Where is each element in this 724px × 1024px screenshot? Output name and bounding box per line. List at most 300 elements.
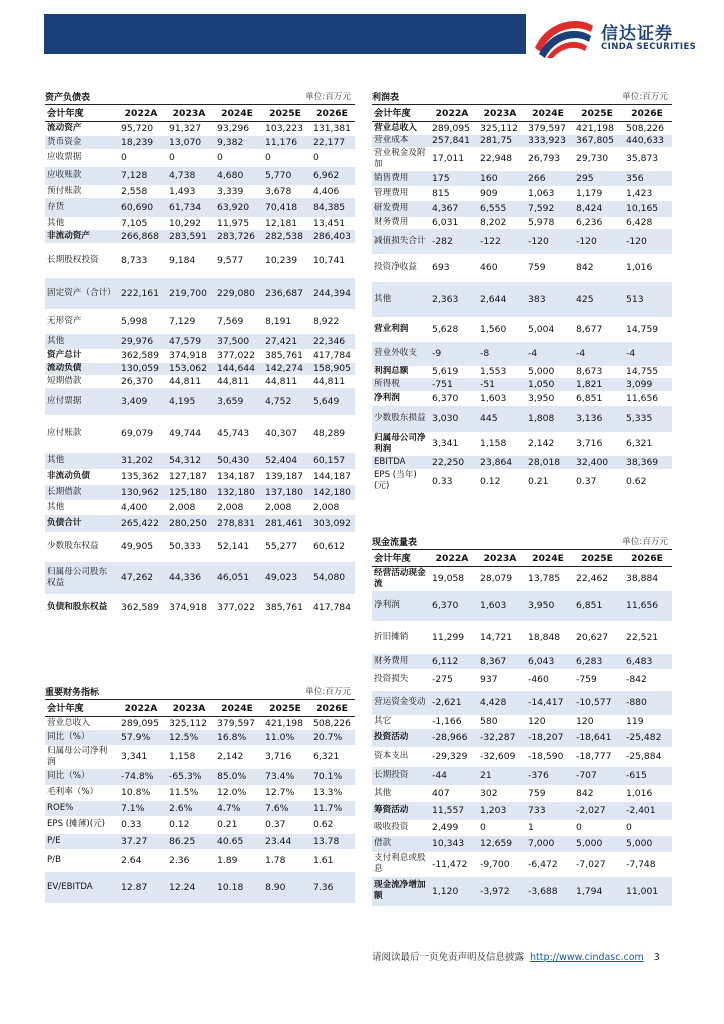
balance-value-cell: 377,022 (217, 350, 255, 361)
income-row (372, 432, 672, 456)
income-value-cell: 6,851 (576, 392, 603, 404)
balance-value-cell: 45,743 (217, 428, 250, 439)
income-value-cell: 8,673 (576, 366, 603, 377)
ratios-value-cell: 0.12 (169, 819, 190, 830)
balance-header-cell: 会计年度 (45, 105, 117, 122)
balance-value-cell: 280,250 (165, 515, 213, 532)
ratios-value-cell: 23.44 (261, 834, 309, 849)
cashflow-value-cell: 22,521 (626, 631, 659, 643)
income-value-cell: 38,369 (622, 456, 672, 469)
cashflow-value-cell: 6,112 (428, 654, 476, 669)
cashflow-value-cell: 119 (626, 716, 644, 727)
cashflow-value-cell: 20,627 (576, 631, 609, 643)
income-value-cell: 367,805 (572, 135, 622, 147)
ratios-row (45, 849, 355, 872)
balance-title: 资产负债表 (45, 93, 91, 103)
cashflow-value-cell: 0 (626, 822, 632, 833)
balance-value-cell: 9,184 (169, 254, 196, 266)
ratios-value-cell: 57.9% (117, 730, 165, 745)
balance-value-cell: 144,187 (313, 471, 351, 482)
cashflow-value-cell: -44 (428, 767, 476, 785)
cashflow-value-cell: 12,659 (476, 836, 524, 852)
ratios-value-cell: 2.64 (121, 854, 142, 866)
ratios-value-cell: 421,198 (265, 717, 303, 729)
income-value-cell: 1,553 (480, 366, 507, 377)
balance-row-label: 长期借款 (45, 485, 117, 500)
income-value-cell: 508,226 (626, 122, 664, 134)
balance-row (45, 136, 355, 149)
balance-row-label: 少数股东权益 (47, 541, 99, 551)
cashflow-value-cell: 6,283 (572, 654, 622, 669)
income-value-cell: 8,202 (480, 217, 507, 228)
ratios-value-cell: 7.1% (117, 801, 165, 816)
cashflow-value-cell: -7,748 (626, 858, 656, 870)
income-value-cell: 3,716 (576, 438, 603, 449)
balance-row (45, 388, 355, 415)
balance-value-cell: 0 (313, 152, 319, 163)
ratios-value-cell: 4.7% (213, 801, 261, 816)
income-value-cell: 175 (428, 171, 476, 186)
ratios-row-label: 营业总收入 (47, 717, 90, 728)
cashflow-value-cell: 21 (476, 767, 524, 785)
ratios-row (45, 769, 355, 785)
cashflow-row (372, 852, 672, 877)
income-value-cell: -120 (622, 229, 672, 254)
balance-value-cell: 4,400 (121, 501, 148, 513)
cashflow-value-cell: 120 (576, 716, 594, 727)
income-value-cell: -120 (572, 229, 622, 254)
balance-value-cell: 236,687 (261, 278, 309, 309)
balance-row (45, 532, 355, 562)
balance-value-cell: 49,744 (169, 428, 202, 439)
income-value-cell: 281,75 (476, 135, 524, 147)
income-row-label: 营业外收支 (372, 342, 428, 366)
balance-value-cell: 9,577 (217, 254, 244, 266)
cashflow-value-cell: 1 (528, 822, 534, 833)
cashflow-value-cell: 1,603 (476, 591, 524, 621)
balance-value-cell: 91,327 (169, 123, 202, 135)
income-value-cell: 3,030 (428, 406, 476, 432)
balance-value-cell: 132,180 (213, 485, 261, 500)
income-statement-panel (372, 88, 672, 494)
cashflow-value-cell: -615 (622, 767, 672, 785)
ratios-row (45, 834, 355, 849)
cinda-logo (533, 14, 713, 58)
balance-row (45, 453, 355, 469)
cashflow-row-label: 长期投资 (372, 767, 428, 785)
balance-value-cell: 3,678 (265, 185, 292, 197)
income-value-cell: 160 (476, 171, 524, 186)
ratios-value-cell: -74.8% (117, 769, 165, 785)
cashflow-value-cell: -29,329 (432, 751, 468, 762)
balance-value-cell: 144,644 (213, 363, 261, 375)
cashflow-row (372, 785, 672, 802)
income-row-label: EPS (当年)(元) (374, 470, 417, 491)
balance-value-cell: 11,176 (261, 136, 309, 149)
balance-row-label: 其他 (47, 217, 65, 228)
balance-row (45, 243, 355, 278)
balance-value-cell: 377,022 (217, 602, 255, 613)
cashflow-value-cell: -275 (432, 674, 453, 685)
balance-value-cell: 22,177 (309, 136, 355, 149)
balance-value-cell: 60,157 (309, 453, 355, 469)
cashflow-value-cell: -6,472 (528, 858, 558, 870)
cashflow-row (372, 591, 672, 621)
balance-row-label: 其他 (45, 453, 117, 469)
income-value-cell: 440,633 (622, 135, 672, 147)
cashflow-value-cell: 5,000 (572, 836, 622, 852)
balance-row (45, 562, 355, 594)
income-header-cell: 2024E (524, 105, 572, 122)
income-value-cell: 5,628 (432, 323, 459, 335)
balance-value-cell: 139,187 (265, 471, 303, 482)
income-value-cell: 1,016 (626, 262, 653, 273)
income-row-label: 研发费用 (372, 201, 428, 217)
balance-header-cell: 2026E (309, 105, 355, 122)
balance-value-cell: 2,008 (265, 501, 292, 513)
balance-value-cell: 60,612 (313, 541, 346, 552)
income-value-cell: -9 (428, 342, 476, 366)
income-value-cell: 421,198 (576, 122, 614, 134)
income-value-cell: 2,142 (528, 438, 555, 449)
cashflow-value-cell: -18,207 (524, 729, 572, 747)
ratios-value-cell: 2.6% (165, 801, 213, 816)
income-value-cell: 14,759 (626, 323, 659, 335)
cashflow-value-cell: 4,428 (476, 691, 524, 715)
balance-value-cell: 158,905 (309, 363, 355, 375)
balance-row-label: 长期股权投资 (47, 254, 99, 265)
income-row (372, 186, 672, 201)
cashflow-header-cell: 2026E (622, 550, 672, 567)
balance-value-cell: 13,451 (313, 217, 346, 229)
balance-value-cell: 5,998 (121, 315, 148, 327)
cashflow-value-cell: 11,001 (622, 877, 672, 906)
balance-value-cell: 44,811 (265, 375, 298, 387)
cashflow-row-label: 吸收投资 (374, 822, 409, 832)
income-value-cell: 10,165 (622, 201, 672, 217)
income-value-cell: 35,873 (626, 153, 659, 164)
cashflow-value-cell: 14,721 (480, 631, 513, 643)
balance-value-cell: 7,569 (217, 315, 244, 327)
balance-value-cell: 417,784 (313, 602, 351, 613)
cashflow-value-cell: -2,027 (572, 802, 622, 820)
income-row (372, 366, 672, 378)
balance-value-cell: 134,187 (217, 471, 255, 482)
balance-value-cell: 13,070 (165, 136, 213, 149)
income-row-label: 利润总额 (374, 366, 409, 376)
income-value-cell: -282 (428, 229, 476, 254)
cashflow-value-cell: 733 (524, 802, 572, 820)
cashflow-row-label: 投资活动 (372, 729, 428, 747)
ratios-value-cell: 7.36 (309, 872, 355, 903)
income-value-cell: 325,112 (480, 122, 518, 134)
income-value-cell: 1,423 (626, 187, 653, 199)
cashflow-row (372, 669, 672, 691)
income-value-cell: 295 (572, 171, 622, 186)
balance-row-label: 固定资产（合计） (45, 278, 117, 309)
balance-row (45, 185, 355, 198)
income-value-cell: 6,370 (432, 392, 459, 404)
ratios-value-cell: 12.87 (117, 872, 165, 903)
ratios-value-cell: 1.89 (217, 854, 238, 866)
income-value-cell: 842 (576, 262, 594, 273)
cashflow-value-cell: 120 (528, 716, 546, 727)
balance-value-cell: 54,080 (309, 562, 355, 594)
ratios-value-cell: 1.78 (265, 854, 286, 866)
income-value-cell: 8,424 (572, 201, 622, 217)
income-row (372, 282, 672, 317)
cashflow-row-label: 其他 (374, 787, 392, 798)
cashflow-row-label: 借款 (372, 836, 428, 852)
income-value-cell: 0.21 (528, 475, 549, 487)
income-value-cell: -122 (476, 229, 524, 254)
cashflow-value-cell: -10,577 (572, 691, 622, 715)
cashflow-value-cell: 580 (480, 716, 498, 727)
income-value-cell: 7,592 (524, 201, 572, 217)
cashflow-value-cell: 759 (528, 787, 546, 799)
cashflow-value-cell: 2,499 (432, 822, 459, 833)
cashflow-row-label: 营运资金变动 (372, 691, 428, 715)
balance-value-cell: 286,403 (309, 230, 355, 243)
balance-value-cell: 222,161 (117, 278, 165, 309)
ratios-row-label: P/E (45, 834, 117, 849)
balance-value-cell: 374,918 (169, 350, 207, 361)
balance-value-cell: 130,059 (117, 363, 165, 375)
ratios-title: 重要财务指标 (45, 688, 100, 698)
balance-row (45, 485, 355, 500)
cashflow-value-cell: 6,370 (428, 591, 476, 621)
income-value-cell: 2,644 (476, 282, 524, 317)
ratios-value-cell: 12.24 (165, 872, 213, 903)
balance-value-cell: 385,761 (265, 350, 303, 361)
balance-row (45, 334, 355, 349)
ratios-value-cell: 2.36 (169, 854, 190, 866)
ratios-row (45, 801, 355, 816)
income-value-cell: 909 (480, 187, 498, 199)
ratios-value-cell: 13.3% (313, 787, 343, 798)
ratios-value-cell: 16.8% (213, 730, 261, 745)
income-value-cell: 5,978 (528, 217, 555, 228)
brand-name-cn: 信达证券 (601, 24, 673, 44)
cashflow-row (372, 621, 672, 654)
income-unit: 单位:百万元 (622, 92, 668, 102)
income-value-cell: 266 (524, 171, 572, 186)
balance-value-cell: 417,784 (313, 350, 351, 361)
ratios-value-cell: 86.25 (165, 834, 213, 849)
ratios-value-cell: 13.78 (309, 834, 355, 849)
income-row (372, 229, 672, 254)
income-row (372, 378, 672, 391)
disclaimer-text: 请阅读最后一页免责声明及信息披露 (372, 952, 525, 963)
balance-value-cell: 48,289 (313, 428, 346, 439)
balance-value-cell: 5,649 (309, 388, 355, 415)
ratios-header-cell: 2026E (309, 700, 355, 717)
cashflow-value-cell: -2,621 (428, 691, 476, 715)
ratios-header-cell: 2023A (165, 700, 213, 717)
income-row-label: 投资净收益 (374, 262, 417, 272)
balance-value-cell: 219,700 (165, 278, 213, 309)
cashflow-value-cell: -25,884 (626, 751, 662, 762)
balance-value-cell: 95,720 (121, 123, 154, 135)
ratios-row-label: 同比（%） (45, 730, 117, 745)
balance-value-cell: 4,752 (261, 388, 309, 415)
income-value-cell: 0.62 (626, 475, 647, 487)
cashflow-value-cell: -32,609 (480, 751, 516, 762)
cashflow-value-cell: -842 (626, 674, 647, 685)
cashflow-row (372, 567, 672, 591)
ratios-header-cell: 2025E (261, 700, 309, 717)
cashflow-value-cell: 0 (576, 822, 582, 833)
cashflow-row (372, 691, 672, 715)
website-link[interactable]: http://www.cindasc.com (530, 952, 644, 963)
balance-value-cell: 44,811 (313, 375, 346, 387)
ratios-value-cell: 3,716 (265, 751, 292, 762)
balance-value-cell: 52,141 (217, 541, 250, 552)
ratios-value-cell: 20.7% (309, 730, 355, 745)
balance-row (45, 309, 355, 334)
cashflow-row-label: 折旧摊销 (374, 631, 409, 642)
income-value-cell: -51 (476, 378, 524, 391)
balance-value-cell: 362,589 (121, 350, 159, 361)
balance-value-cell: 142,180 (309, 485, 355, 500)
cashflow-row-label: 支付利息或股息 (374, 853, 426, 874)
balance-header-cell: 2022A (117, 105, 165, 122)
cashflow-panel (372, 533, 672, 906)
balance-value-cell: 44,336 (165, 562, 213, 594)
balance-row (45, 363, 355, 375)
income-value-cell: 383 (524, 282, 572, 317)
cashflow-value-cell: -707 (572, 767, 622, 785)
income-value-cell: 4,367 (428, 201, 476, 217)
cashflow-value-cell: 18,848 (528, 631, 561, 643)
balance-value-cell: 131,381 (313, 123, 351, 135)
income-value-cell: 1,179 (576, 187, 603, 199)
income-header-cell: 2025E (572, 105, 622, 122)
balance-value-cell: 26,370 (121, 375, 154, 387)
balance-value-cell: 278,831 (213, 515, 261, 532)
balance-row (45, 500, 355, 515)
income-value-cell: 3,099 (622, 378, 672, 391)
balance-value-cell: 8,191 (265, 315, 292, 327)
balance-table (45, 105, 355, 622)
balance-value-cell: 9,382 (213, 136, 261, 149)
page-footer (372, 949, 660, 963)
balance-value-cell: 362,589 (121, 602, 159, 613)
balance-value-cell: 0 (265, 152, 271, 163)
income-header-cell: 2023A (476, 105, 524, 122)
balance-value-cell: 135,362 (121, 471, 159, 482)
ratios-value-cell: 11.7% (309, 801, 355, 816)
ratios-value-cell: 0.37 (265, 819, 286, 830)
balance-value-cell: 2,008 (313, 501, 340, 513)
income-value-cell: 11,656 (626, 392, 659, 404)
income-value-cell: 14,755 (626, 366, 659, 377)
balance-value-cell: 153,062 (165, 363, 213, 375)
ratios-value-cell: 0.21 (217, 819, 238, 830)
cashflow-row-label: 净利润 (372, 591, 428, 621)
balance-value-cell: 70,418 (261, 198, 309, 217)
income-row (372, 254, 672, 282)
balance-row-label: 应收票据 (47, 152, 82, 162)
cashflow-value-cell: 937 (480, 674, 498, 685)
income-header-cell: 2026E (622, 105, 672, 122)
income-value-cell: 0.33 (432, 475, 453, 487)
ratios-value-cell: 10.18 (213, 872, 261, 903)
balance-value-cell: 8,733 (121, 254, 148, 266)
balance-value-cell: 22,346 (309, 334, 355, 349)
cashflow-value-cell: 0 (480, 822, 486, 833)
balance-value-cell: 282,538 (261, 230, 309, 243)
balance-row-label: 非流动负债 (47, 471, 90, 481)
income-value-cell: 693 (432, 262, 450, 273)
balance-value-cell: 46,051 (213, 562, 261, 594)
income-value-cell: -4 (572, 342, 622, 366)
ratios-row-label: 同比（%） (45, 769, 117, 785)
balance-value-cell: 49,023 (261, 562, 309, 594)
income-row (372, 456, 672, 469)
cashflow-value-cell: -2,401 (622, 802, 672, 820)
balance-row (45, 415, 355, 453)
ratios-row-label: 归属母公司净利润 (47, 745, 108, 767)
balance-value-cell: 69,079 (121, 428, 154, 439)
balance-value-cell: 10,292 (169, 217, 202, 229)
cashflow-value-cell: -14,417 (524, 691, 572, 715)
balance-value-cell: 3,339 (217, 185, 244, 197)
balance-row-label: 货币资金 (45, 136, 117, 149)
cashflow-value-cell: -3,688 (524, 877, 572, 906)
brand-name-en: CINDA SECURITIES (601, 42, 697, 52)
ratios-row-label: 毛利率（%） (47, 787, 99, 797)
balance-row (45, 167, 355, 185)
income-row-label: 销售费用 (372, 171, 428, 186)
income-value-cell: 0.12 (480, 475, 501, 487)
cashflow-row (372, 767, 672, 785)
balance-value-cell: 137,180 (261, 485, 309, 500)
balance-value-cell: 283,591 (165, 230, 213, 243)
income-value-cell: 8,677 (576, 323, 603, 335)
ratios-table (45, 700, 355, 903)
income-value-cell: 1,603 (480, 392, 507, 404)
ratios-row-label: ROE% (45, 801, 117, 816)
income-row (372, 391, 672, 406)
cashflow-value-cell: 1,120 (428, 877, 476, 906)
balance-row-label: 应收账款 (45, 167, 117, 185)
cashflow-value-cell: -18,777 (576, 751, 612, 762)
balance-row-label: 短期借款 (47, 375, 82, 386)
balance-value-cell: 10,239 (265, 254, 298, 266)
balance-value-cell: 31,202 (117, 453, 165, 469)
cashflow-unit: 单位:百万元 (622, 537, 668, 547)
income-row-label: 少数股东损益 (372, 406, 428, 432)
income-row-label: 营业总收入 (374, 122, 417, 133)
balance-value-cell: 63,920 (213, 198, 261, 217)
income-value-cell: 29,730 (576, 153, 609, 164)
ratios-value-cell: 0.33 (121, 819, 142, 830)
cashflow-value-cell: 13,785 (528, 573, 561, 585)
ratios-value-cell: 1,158 (169, 751, 196, 762)
cashflow-value-cell: -32,287 (476, 729, 524, 747)
balance-value-cell: 0 (121, 152, 127, 163)
balance-header-cell: 2024E (213, 105, 261, 122)
ratios-value-cell: 1.61 (313, 854, 334, 866)
cashflow-value-cell: -11,472 (432, 858, 468, 870)
ratios-value-cell: 8.90 (261, 872, 309, 903)
balance-row-label: 其他 (47, 501, 65, 512)
balance-value-cell: 1,493 (169, 185, 196, 197)
income-value-cell: 289,095 (432, 122, 470, 134)
income-value-cell: 3,950 (528, 392, 555, 404)
cashflow-value-cell: 6,483 (622, 654, 672, 669)
